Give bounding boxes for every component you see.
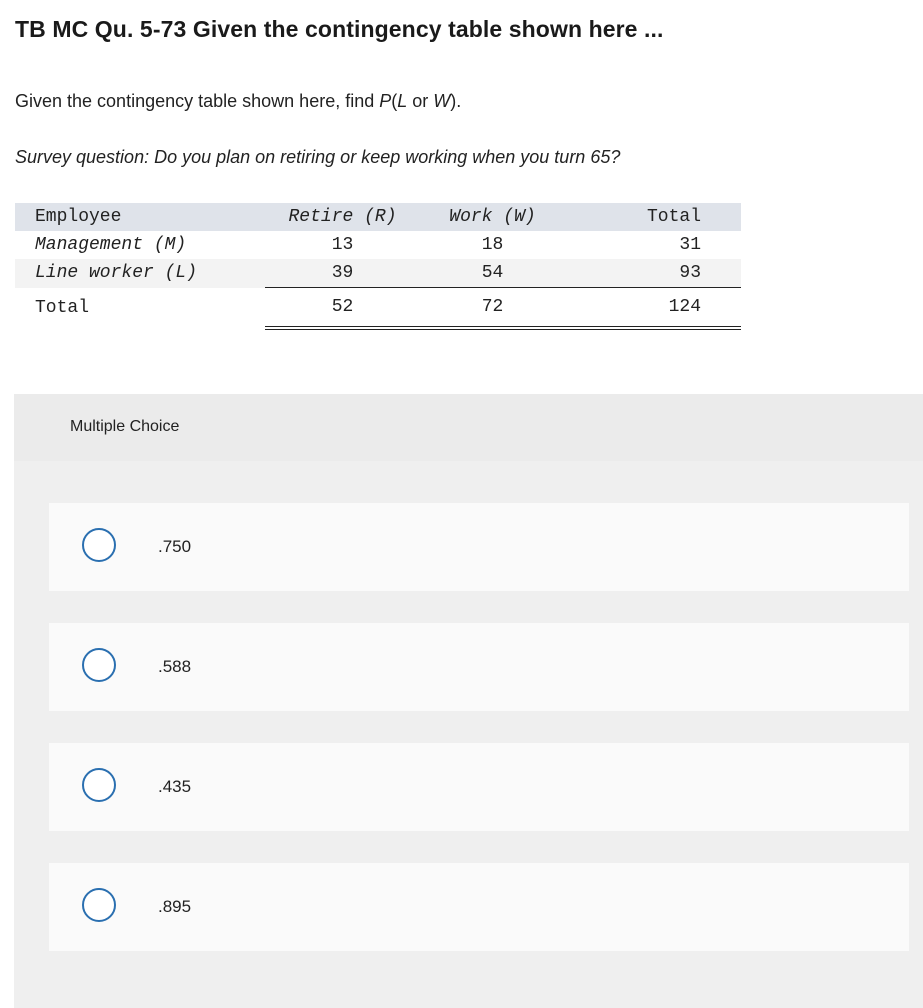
cell-work: 54: [420, 259, 565, 288]
row-label: Line worker (L): [15, 259, 265, 288]
cell-retire: 13: [331, 235, 354, 255]
prompt-paren-open: (: [391, 91, 398, 111]
multiple-choice-panel: [14, 394, 923, 1008]
header-retire: Retire (R): [265, 203, 420, 231]
choice-option-2[interactable]: [49, 623, 909, 711]
radio-button[interactable]: [82, 648, 116, 682]
prompt-text: Given the contingency table shown here, find: [15, 91, 380, 111]
choice-text: .750: [158, 537, 192, 556]
cell-total: 31: [679, 235, 701, 255]
total-retire: 52: [265, 288, 420, 329]
table-total-row: [15, 288, 741, 329]
page-title: TB MC Qu. 5-73 Given the contingency table shown here ...: [15, 16, 664, 42]
choice-option-1[interactable]: [49, 503, 909, 591]
table-header-row: [15, 203, 741, 231]
prompt-w: W: [433, 91, 451, 111]
multiple-choice-header: [14, 394, 923, 461]
choice-text: .588: [158, 657, 192, 676]
radio-button[interactable]: [82, 768, 116, 802]
header-work: Work (W): [420, 203, 565, 231]
total-work: 72: [420, 288, 565, 329]
header-employee: Employee: [15, 203, 265, 231]
cell-retire: 39: [265, 259, 420, 288]
choice-text: .895: [158, 897, 192, 916]
question-prompt: [15, 91, 461, 112]
prompt-suffix: ).: [450, 91, 462, 111]
table-row: [15, 231, 741, 259]
header-total: Total: [565, 203, 741, 231]
choice-option-3[interactable]: [49, 743, 909, 831]
total-total: 124: [565, 288, 741, 329]
choice-text: .435: [158, 777, 192, 796]
survey-question: Survey question: Do you plan on retiring or keep working when you turn 65?: [15, 147, 621, 167]
cell-work: 18: [481, 235, 504, 255]
radio-button[interactable]: [82, 888, 116, 922]
radio-button[interactable]: [82, 528, 116, 562]
cell-total: 93: [565, 259, 741, 288]
prompt-p: P: [379, 91, 392, 111]
total-label: Total: [35, 297, 90, 318]
table-row: [15, 259, 741, 288]
choice-option-4[interactable]: [49, 863, 909, 951]
prompt-l: L: [397, 91, 408, 111]
prompt-or: or: [407, 91, 434, 111]
row-label: Management (M): [35, 235, 187, 255]
contingency-table: [15, 203, 741, 330]
multiple-choice-label: Multiple Choice: [70, 418, 180, 435]
